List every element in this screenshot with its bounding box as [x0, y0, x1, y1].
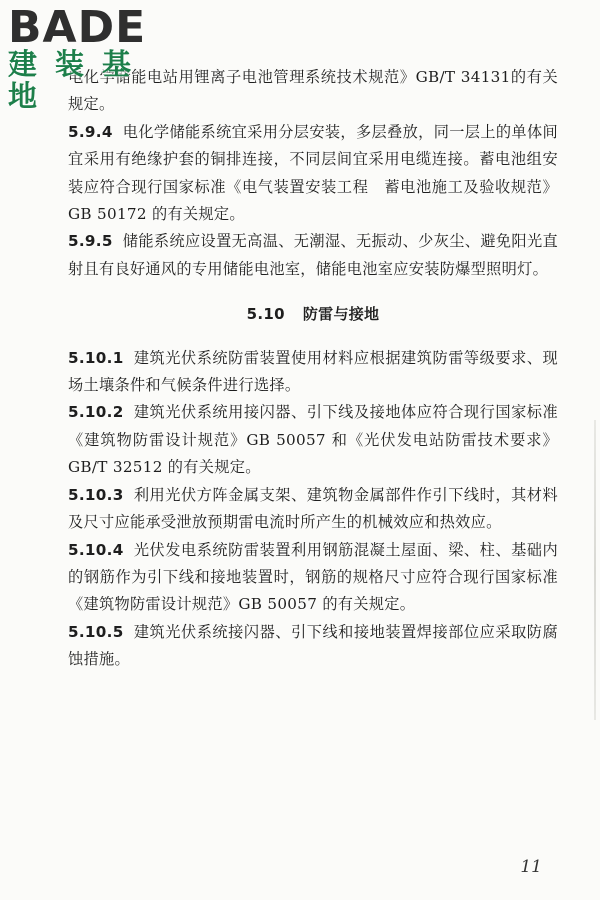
clause-number: 5.10.3 — [68, 485, 124, 504]
clause-5-10-1 — [68, 345, 558, 400]
clause-5-10-2 — [68, 399, 558, 481]
logo-latin: BADE — [8, 2, 147, 53]
clause-5-9-5 — [68, 228, 558, 283]
clause-5-10-5 — [68, 619, 558, 674]
clause-5-10-3 — [68, 482, 558, 537]
bade-logo — [8, 4, 188, 112]
clause-number: 5.10.1 — [68, 348, 124, 367]
clause-text: 建筑光伏系统防雷装置使用材料应根据建筑防雷等级要求、现场土壤条件和气候条件进行选择。 — [68, 348, 558, 395]
clause-number: 5.10.5 — [68, 622, 124, 641]
clause-text: 建筑光伏系统接闪器、引下线和接地装置焊接部位应采取防腐蚀措施。 — [68, 622, 558, 669]
clause-text: 利用光伏方阵金属支架、建筑物金属部件作引下线时，其材料及尺寸应能承受泄放预期雷电流时所产生的机械效应和热效应。 — [68, 485, 558, 532]
clause-5-9-4 — [68, 119, 558, 229]
clause-5-10-4 — [68, 537, 558, 619]
logo-chinese: 建装基地 — [8, 47, 150, 113]
section-number: 5.10 — [246, 305, 285, 324]
clause-number: 5.9.4 — [68, 122, 113, 141]
page-body — [68, 64, 558, 674]
clause-number: 5.10.4 — [68, 540, 124, 559]
page-edge-shadow — [594, 420, 596, 720]
clause-number: 5.9.5 — [68, 232, 113, 251]
clause-text: 电化学储能系统宜采用分层安装，多层叠放，同一层上的单体间宜采用有绝缘护套的铜排连接，不同层间宜采用电缆连接。蓄电池组安装应符合现行国家标准《电气装置安装工程 蓄电池施工及验收规范》GB 50172 的有关规定。 — [68, 122, 558, 224]
section-title-text: 防雷与接地 — [302, 305, 380, 324]
clause-text: 光伏发电系统防雷装置利用钢筋混凝土屋面、梁、柱、基础内的钢筋作为引下线和接地装置时，钢筋的规格尺寸应符合现行国家标准《建筑物防雷设计规范》GB 50057 的有关规定。 — [68, 540, 558, 614]
paragraph-text: 电化学储能电站用锂离子电池管理系统技术规范》GB/T 34131的有关规定。 — [68, 68, 558, 114]
page-number: 11 — [520, 857, 542, 877]
clause-text: 储能系统应设置无高温、无潮湿、无振动、少灰尘、避免阳光直射且有良好通风的专用储能电池室，储能电池室应安装防爆型照明灯。 — [68, 232, 558, 278]
clause-text: 建筑光伏系统用接闪器、引下线及接地体应符合现行国家标准《建筑物防雷设计规范》GB 50057 和《光伏发电站防雷技术要求》GB/T 32512 的有关规定。 — [68, 403, 558, 477]
section-heading — [68, 301, 558, 328]
clause-number: 5.10.2 — [68, 403, 124, 422]
